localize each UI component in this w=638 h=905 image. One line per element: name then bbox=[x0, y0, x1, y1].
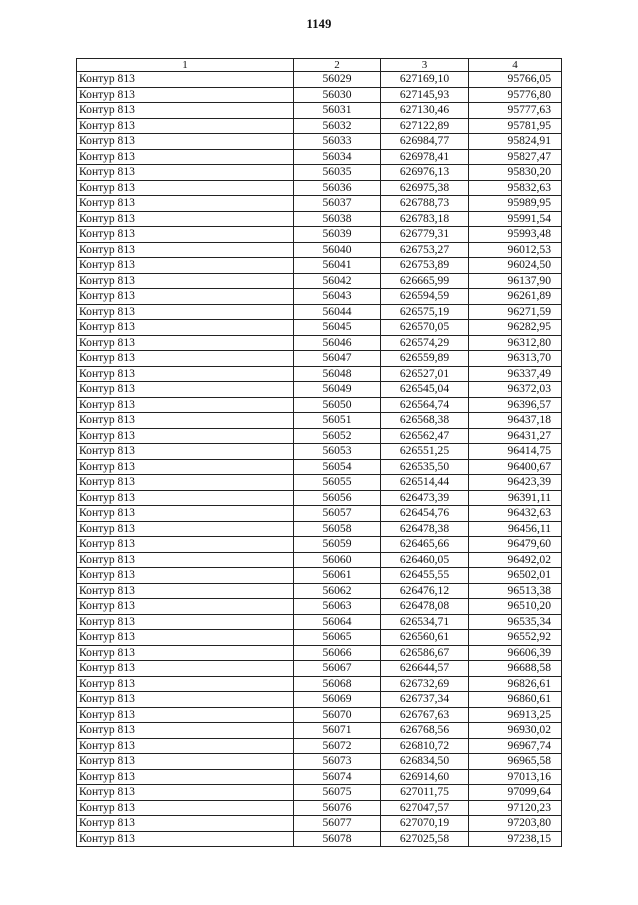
contour-name-cell: Контур 813 bbox=[77, 211, 294, 227]
y-coordinate-cell: 95766,05 bbox=[469, 72, 562, 88]
point-number-cell: 56035 bbox=[294, 165, 381, 181]
contour-name-cell: Контур 813 bbox=[77, 397, 294, 413]
y-coordinate-cell: 96400,67 bbox=[469, 459, 562, 475]
contour-name-cell: Контур 813 bbox=[77, 149, 294, 165]
y-coordinate-cell: 96535,34 bbox=[469, 614, 562, 630]
table-row bbox=[77, 103, 562, 119]
y-coordinate-cell: 97013,16 bbox=[469, 769, 562, 785]
contour-name-cell: Контур 813 bbox=[77, 382, 294, 398]
x-coordinate-cell: 626560,61 bbox=[381, 630, 469, 646]
contour-name-cell: Контур 813 bbox=[77, 273, 294, 289]
point-number-cell: 56041 bbox=[294, 258, 381, 274]
y-coordinate-cell: 96431,27 bbox=[469, 428, 562, 444]
table-row bbox=[77, 490, 562, 506]
y-coordinate-cell: 95827,47 bbox=[469, 149, 562, 165]
y-coordinate-cell: 97099,64 bbox=[469, 785, 562, 801]
x-coordinate-cell: 627011,75 bbox=[381, 785, 469, 801]
contour-name-cell: Контур 813 bbox=[77, 583, 294, 599]
y-coordinate-cell: 96414,75 bbox=[469, 444, 562, 460]
x-coordinate-cell: 626545,04 bbox=[381, 382, 469, 398]
point-number-cell: 56069 bbox=[294, 692, 381, 708]
contour-name-cell: Контур 813 bbox=[77, 661, 294, 677]
contour-name-cell: Контур 813 bbox=[77, 304, 294, 320]
contour-name-cell: Контур 813 bbox=[77, 692, 294, 708]
y-coordinate-cell: 96312,80 bbox=[469, 335, 562, 351]
point-number-cell: 56037 bbox=[294, 196, 381, 212]
x-coordinate-cell: 626594,59 bbox=[381, 289, 469, 305]
x-coordinate-cell: 626779,31 bbox=[381, 227, 469, 243]
point-number-cell: 56077 bbox=[294, 816, 381, 832]
x-coordinate-cell: 627130,46 bbox=[381, 103, 469, 119]
point-number-cell: 56060 bbox=[294, 552, 381, 568]
table-row bbox=[77, 366, 562, 382]
x-coordinate-cell: 626514,44 bbox=[381, 475, 469, 491]
y-coordinate-cell: 96012,53 bbox=[469, 242, 562, 258]
column-header: 1 bbox=[77, 59, 294, 72]
x-coordinate-cell: 626460,05 bbox=[381, 552, 469, 568]
y-coordinate-cell: 96391,11 bbox=[469, 490, 562, 506]
x-coordinate-cell: 626562,47 bbox=[381, 428, 469, 444]
x-coordinate-cell: 626984,77 bbox=[381, 134, 469, 150]
table-row bbox=[77, 738, 562, 754]
table-row bbox=[77, 521, 562, 537]
contour-name-cell: Контур 813 bbox=[77, 506, 294, 522]
point-number-cell: 56049 bbox=[294, 382, 381, 398]
y-coordinate-cell: 95824,91 bbox=[469, 134, 562, 150]
x-coordinate-cell: 626478,38 bbox=[381, 521, 469, 537]
table-row bbox=[77, 335, 562, 351]
y-coordinate-cell: 96967,74 bbox=[469, 738, 562, 754]
x-coordinate-cell: 626551,25 bbox=[381, 444, 469, 460]
contour-name-cell: Контур 813 bbox=[77, 180, 294, 196]
y-coordinate-cell: 96423,39 bbox=[469, 475, 562, 491]
table-row bbox=[77, 273, 562, 289]
table-row bbox=[77, 583, 562, 599]
column-header: 2 bbox=[294, 59, 381, 72]
table-row bbox=[77, 397, 562, 413]
point-number-cell: 56057 bbox=[294, 506, 381, 522]
x-coordinate-cell: 626559,89 bbox=[381, 351, 469, 367]
table-row bbox=[77, 320, 562, 336]
x-coordinate-cell: 626768,56 bbox=[381, 723, 469, 739]
point-number-cell: 56075 bbox=[294, 785, 381, 801]
point-number-cell: 56048 bbox=[294, 366, 381, 382]
y-coordinate-cell: 96513,38 bbox=[469, 583, 562, 599]
table-row bbox=[77, 258, 562, 274]
point-number-cell: 56065 bbox=[294, 630, 381, 646]
y-coordinate-cell: 96826,61 bbox=[469, 676, 562, 692]
table-row bbox=[77, 831, 562, 847]
contour-name-cell: Контур 813 bbox=[77, 72, 294, 88]
contour-name-cell: Контур 813 bbox=[77, 289, 294, 305]
y-coordinate-cell: 95777,63 bbox=[469, 103, 562, 119]
contour-name-cell: Контур 813 bbox=[77, 645, 294, 661]
y-coordinate-cell: 96930,02 bbox=[469, 723, 562, 739]
y-coordinate-cell: 96313,70 bbox=[469, 351, 562, 367]
point-number-cell: 56074 bbox=[294, 769, 381, 785]
point-number-cell: 56062 bbox=[294, 583, 381, 599]
x-coordinate-cell: 627122,89 bbox=[381, 118, 469, 134]
y-coordinate-cell: 96432,63 bbox=[469, 506, 562, 522]
x-coordinate-cell: 626564,74 bbox=[381, 397, 469, 413]
x-coordinate-cell: 626975,38 bbox=[381, 180, 469, 196]
x-coordinate-cell: 626535,50 bbox=[381, 459, 469, 475]
contour-name-cell: Контур 813 bbox=[77, 366, 294, 382]
point-number-cell: 56061 bbox=[294, 568, 381, 584]
table-row bbox=[77, 769, 562, 785]
y-coordinate-cell: 96337,49 bbox=[469, 366, 562, 382]
contour-name-cell: Контур 813 bbox=[77, 335, 294, 351]
x-coordinate-cell: 626753,89 bbox=[381, 258, 469, 274]
table-row bbox=[77, 785, 562, 801]
table-row bbox=[77, 118, 562, 134]
table-row bbox=[77, 304, 562, 320]
y-coordinate-cell: 96688,58 bbox=[469, 661, 562, 677]
y-coordinate-cell: 96137,90 bbox=[469, 273, 562, 289]
table-row bbox=[77, 645, 562, 661]
table-row bbox=[77, 723, 562, 739]
point-number-cell: 56044 bbox=[294, 304, 381, 320]
point-number-cell: 56070 bbox=[294, 707, 381, 723]
point-number-cell: 56058 bbox=[294, 521, 381, 537]
coordinates-table bbox=[76, 58, 562, 847]
point-number-cell: 56030 bbox=[294, 87, 381, 103]
column-header: 3 bbox=[381, 59, 469, 72]
x-coordinate-cell: 626783,18 bbox=[381, 211, 469, 227]
table-row bbox=[77, 475, 562, 491]
point-number-cell: 56066 bbox=[294, 645, 381, 661]
y-coordinate-cell: 96965,58 bbox=[469, 754, 562, 770]
contour-name-cell: Контур 813 bbox=[77, 103, 294, 119]
y-coordinate-cell: 96552,92 bbox=[469, 630, 562, 646]
point-number-cell: 56043 bbox=[294, 289, 381, 305]
contour-name-cell: Контур 813 bbox=[77, 87, 294, 103]
x-coordinate-cell: 626455,55 bbox=[381, 568, 469, 584]
contour-name-cell: Контур 813 bbox=[77, 800, 294, 816]
contour-name-cell: Контур 813 bbox=[77, 723, 294, 739]
table-row bbox=[77, 289, 562, 305]
point-number-cell: 56042 bbox=[294, 273, 381, 289]
point-number-cell: 56051 bbox=[294, 413, 381, 429]
contour-name-cell: Контур 813 bbox=[77, 754, 294, 770]
contour-name-cell: Контур 813 bbox=[77, 630, 294, 646]
x-coordinate-cell: 626478,08 bbox=[381, 599, 469, 615]
x-coordinate-cell: 626527,01 bbox=[381, 366, 469, 382]
point-number-cell: 56029 bbox=[294, 72, 381, 88]
contour-name-cell: Контур 813 bbox=[77, 831, 294, 847]
point-number-cell: 56071 bbox=[294, 723, 381, 739]
x-coordinate-cell: 626665,99 bbox=[381, 273, 469, 289]
contour-name-cell: Контур 813 bbox=[77, 490, 294, 506]
y-coordinate-cell: 96502,01 bbox=[469, 568, 562, 584]
point-number-cell: 56038 bbox=[294, 211, 381, 227]
table-row bbox=[77, 134, 562, 150]
y-coordinate-cell: 96913,25 bbox=[469, 707, 562, 723]
point-number-cell: 56036 bbox=[294, 180, 381, 196]
y-coordinate-cell: 95989,95 bbox=[469, 196, 562, 212]
table-row bbox=[77, 676, 562, 692]
x-coordinate-cell: 626570,05 bbox=[381, 320, 469, 336]
y-coordinate-cell: 96437,18 bbox=[469, 413, 562, 429]
table-row bbox=[77, 72, 562, 88]
x-coordinate-cell: 626753,27 bbox=[381, 242, 469, 258]
contour-name-cell: Контур 813 bbox=[77, 196, 294, 212]
point-number-cell: 56047 bbox=[294, 351, 381, 367]
point-number-cell: 56067 bbox=[294, 661, 381, 677]
contour-name-cell: Контур 813 bbox=[77, 816, 294, 832]
table-row bbox=[77, 211, 562, 227]
x-coordinate-cell: 626788,73 bbox=[381, 196, 469, 212]
point-number-cell: 56063 bbox=[294, 599, 381, 615]
table-row bbox=[77, 428, 562, 444]
contour-name-cell: Контур 813 bbox=[77, 552, 294, 568]
y-coordinate-cell: 97203,80 bbox=[469, 816, 562, 832]
table-row bbox=[77, 444, 562, 460]
point-number-cell: 56055 bbox=[294, 475, 381, 491]
table-row bbox=[77, 599, 562, 615]
y-coordinate-cell: 96282,95 bbox=[469, 320, 562, 336]
point-number-cell: 56045 bbox=[294, 320, 381, 336]
table-row bbox=[77, 614, 562, 630]
y-coordinate-cell: 96396,57 bbox=[469, 397, 562, 413]
point-number-cell: 56073 bbox=[294, 754, 381, 770]
y-coordinate-cell: 96860,61 bbox=[469, 692, 562, 708]
y-coordinate-cell: 96261,89 bbox=[469, 289, 562, 305]
table-row bbox=[77, 351, 562, 367]
point-number-cell: 56059 bbox=[294, 537, 381, 553]
y-coordinate-cell: 96606,39 bbox=[469, 645, 562, 661]
x-coordinate-cell: 627025,58 bbox=[381, 831, 469, 847]
point-number-cell: 56034 bbox=[294, 149, 381, 165]
contour-name-cell: Контур 813 bbox=[77, 707, 294, 723]
contour-name-cell: Контур 813 bbox=[77, 118, 294, 134]
y-coordinate-cell: 97120,23 bbox=[469, 800, 562, 816]
x-coordinate-cell: 626732,69 bbox=[381, 676, 469, 692]
contour-name-cell: Контур 813 bbox=[77, 413, 294, 429]
y-coordinate-cell: 95991,54 bbox=[469, 211, 562, 227]
page-number: 1149 bbox=[306, 17, 332, 31]
table-row bbox=[77, 816, 562, 832]
contour-name-cell: Контур 813 bbox=[77, 351, 294, 367]
table-row bbox=[77, 87, 562, 103]
y-coordinate-cell: 95830,20 bbox=[469, 165, 562, 181]
point-number-cell: 56046 bbox=[294, 335, 381, 351]
y-coordinate-cell: 96492,02 bbox=[469, 552, 562, 568]
point-number-cell: 56040 bbox=[294, 242, 381, 258]
contour-name-cell: Контур 813 bbox=[77, 785, 294, 801]
x-coordinate-cell: 626810,72 bbox=[381, 738, 469, 754]
table-row bbox=[77, 242, 562, 258]
point-number-cell: 56052 bbox=[294, 428, 381, 444]
x-coordinate-cell: 626976,13 bbox=[381, 165, 469, 181]
table-header-row bbox=[77, 59, 562, 72]
contour-name-cell: Контур 813 bbox=[77, 738, 294, 754]
point-number-cell: 56032 bbox=[294, 118, 381, 134]
x-coordinate-cell: 626465,66 bbox=[381, 537, 469, 553]
table-row bbox=[77, 692, 562, 708]
table-row bbox=[77, 413, 562, 429]
contour-name-cell: Контур 813 bbox=[77, 320, 294, 336]
contour-name-cell: Контур 813 bbox=[77, 428, 294, 444]
table-row bbox=[77, 149, 562, 165]
contour-name-cell: Контур 813 bbox=[77, 444, 294, 460]
contour-name-cell: Контур 813 bbox=[77, 676, 294, 692]
table-row bbox=[77, 165, 562, 181]
point-number-cell: 56068 bbox=[294, 676, 381, 692]
x-coordinate-cell: 626454,76 bbox=[381, 506, 469, 522]
point-number-cell: 56056 bbox=[294, 490, 381, 506]
x-coordinate-cell: 626574,29 bbox=[381, 335, 469, 351]
contour-name-cell: Контур 813 bbox=[77, 614, 294, 630]
x-coordinate-cell: 626767,63 bbox=[381, 707, 469, 723]
contour-name-cell: Контур 813 bbox=[77, 537, 294, 553]
x-coordinate-cell: 627169,10 bbox=[381, 72, 469, 88]
y-coordinate-cell: 95832,63 bbox=[469, 180, 562, 196]
x-coordinate-cell: 626568,38 bbox=[381, 413, 469, 429]
table-row bbox=[77, 537, 562, 553]
point-number-cell: 56064 bbox=[294, 614, 381, 630]
table-row bbox=[77, 196, 562, 212]
point-number-cell: 56033 bbox=[294, 134, 381, 150]
table-row bbox=[77, 568, 562, 584]
table-row bbox=[77, 707, 562, 723]
x-coordinate-cell: 626586,67 bbox=[381, 645, 469, 661]
contour-name-cell: Контур 813 bbox=[77, 568, 294, 584]
table-row bbox=[77, 552, 562, 568]
contour-name-cell: Контур 813 bbox=[77, 242, 294, 258]
x-coordinate-cell: 626737,34 bbox=[381, 692, 469, 708]
contour-name-cell: Контур 813 bbox=[77, 134, 294, 150]
point-number-cell: 56050 bbox=[294, 397, 381, 413]
y-coordinate-cell: 96271,59 bbox=[469, 304, 562, 320]
x-coordinate-cell: 626476,12 bbox=[381, 583, 469, 599]
x-coordinate-cell: 626978,41 bbox=[381, 149, 469, 165]
y-coordinate-cell: 96456,11 bbox=[469, 521, 562, 537]
contour-name-cell: Контур 813 bbox=[77, 258, 294, 274]
table-row bbox=[77, 180, 562, 196]
y-coordinate-cell: 96372,03 bbox=[469, 382, 562, 398]
point-number-cell: 56031 bbox=[294, 103, 381, 119]
x-coordinate-cell: 626473,39 bbox=[381, 490, 469, 506]
x-coordinate-cell: 626914,60 bbox=[381, 769, 469, 785]
contour-name-cell: Контур 813 bbox=[77, 769, 294, 785]
contour-name-cell: Контур 813 bbox=[77, 459, 294, 475]
x-coordinate-cell: 627047,57 bbox=[381, 800, 469, 816]
table-row bbox=[77, 506, 562, 522]
point-number-cell: 56054 bbox=[294, 459, 381, 475]
point-number-cell: 56078 bbox=[294, 831, 381, 847]
y-coordinate-cell: 95993,48 bbox=[469, 227, 562, 243]
contour-name-cell: Контур 813 bbox=[77, 227, 294, 243]
contour-name-cell: Контур 813 bbox=[77, 599, 294, 615]
table-row bbox=[77, 382, 562, 398]
table-row bbox=[77, 754, 562, 770]
point-number-cell: 56053 bbox=[294, 444, 381, 460]
x-coordinate-cell: 626575,19 bbox=[381, 304, 469, 320]
y-coordinate-cell: 96024,50 bbox=[469, 258, 562, 274]
table-body bbox=[77, 72, 562, 847]
x-coordinate-cell: 627070,19 bbox=[381, 816, 469, 832]
contour-name-cell: Контур 813 bbox=[77, 165, 294, 181]
x-coordinate-cell: 626834,50 bbox=[381, 754, 469, 770]
contour-name-cell: Контур 813 bbox=[77, 521, 294, 537]
point-number-cell: 56039 bbox=[294, 227, 381, 243]
table-row bbox=[77, 661, 562, 677]
table-row bbox=[77, 630, 562, 646]
y-coordinate-cell: 95776,80 bbox=[469, 87, 562, 103]
y-coordinate-cell: 95781,95 bbox=[469, 118, 562, 134]
column-header: 4 bbox=[469, 59, 562, 72]
contour-name-cell: Контур 813 bbox=[77, 475, 294, 491]
table-row bbox=[77, 227, 562, 243]
y-coordinate-cell: 96479,60 bbox=[469, 537, 562, 553]
x-coordinate-cell: 627145,93 bbox=[381, 87, 469, 103]
y-coordinate-cell: 96510,20 bbox=[469, 599, 562, 615]
table-row bbox=[77, 459, 562, 475]
table-row bbox=[77, 800, 562, 816]
point-number-cell: 56076 bbox=[294, 800, 381, 816]
x-coordinate-cell: 626534,71 bbox=[381, 614, 469, 630]
x-coordinate-cell: 626644,57 bbox=[381, 661, 469, 677]
y-coordinate-cell: 97238,15 bbox=[469, 831, 562, 847]
point-number-cell: 56072 bbox=[294, 738, 381, 754]
